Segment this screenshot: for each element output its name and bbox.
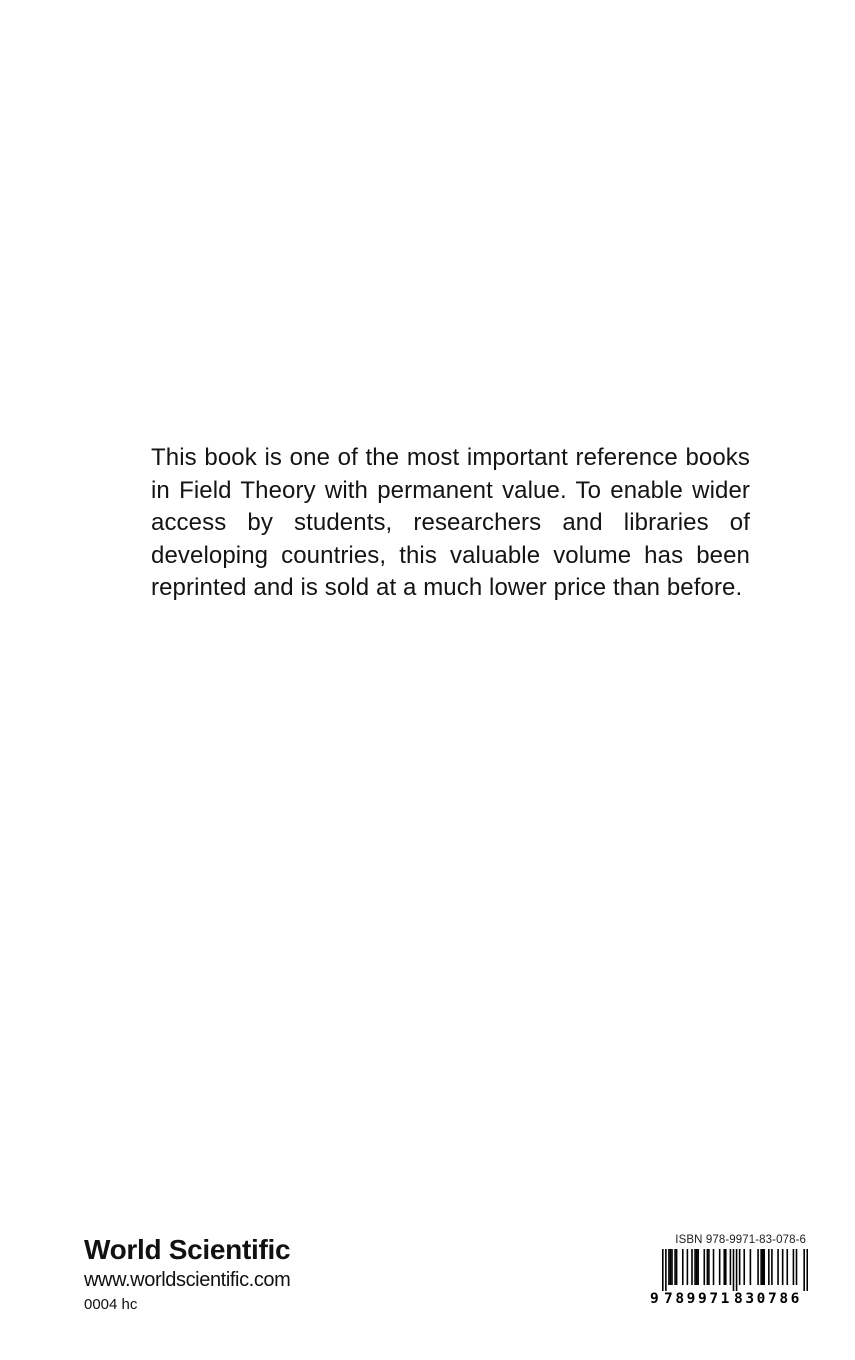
barcode-bar [743,1249,745,1285]
barcode-bar [725,1249,727,1285]
barcode-bar [703,1249,705,1285]
barcode-bar [736,1249,738,1291]
barcode-digits [650,1291,808,1307]
barcode-bar [696,1249,698,1285]
barcode-bar [723,1249,725,1285]
barcode-bar [662,1249,664,1291]
barcode-first-digit: 9 [650,1291,659,1307]
barcode-bar [708,1249,710,1285]
isbn-barcode-block [650,1233,808,1307]
barcode-bar [760,1249,762,1285]
publisher-url: www.worldscientific.com [84,1269,291,1291]
barcode-bar [803,1249,805,1291]
barcode-bar [763,1249,765,1285]
publisher-block [84,1233,290,1316]
barcode-bar [796,1249,798,1285]
barcode-bar [768,1249,770,1285]
barcode-bar [687,1249,689,1285]
barcode-bar [771,1249,773,1285]
barcode-bar [694,1249,696,1285]
barcode-bar [762,1249,764,1285]
barcode-bar [691,1249,693,1285]
barcode-bar [750,1249,752,1285]
barcode-right-group: 830786 [734,1291,802,1307]
barcode-bar [777,1249,779,1285]
barcode-bar [674,1249,676,1285]
isbn-label: ISBN 978-9971-83-078-6 [675,1234,806,1246]
barcode-bar [786,1249,788,1285]
barcode-bar [671,1249,673,1285]
barcode-left-group: 789971 [664,1291,732,1307]
barcode-bar [707,1249,709,1285]
cover-blurb: This book is one of the most important reference books in Field Theory with permanent value. To enable wider access by students, researchers and libraries of developing countries, this valuable volume has been reprinted and is sold at a much lower price than before. [151,444,750,601]
barcode-bar [668,1249,670,1285]
barcode-image [650,1249,808,1291]
barcode-bar [806,1249,808,1291]
barcode-bar [757,1249,759,1285]
barcode-bar [782,1249,784,1285]
barcode-bar [730,1249,732,1285]
barcode-bar [713,1249,715,1285]
barcode-bar [733,1249,735,1291]
barcode-bar [676,1249,678,1285]
barcode-bar [670,1249,672,1285]
barcode-bar [793,1249,795,1285]
publisher-name: World Scientific [84,1234,291,1265]
barcode-bar [682,1249,684,1285]
barcode-bar [665,1249,667,1291]
barcode-bar [739,1249,741,1285]
product-code: 0004 hc [84,1296,138,1313]
barcode-bar [719,1249,721,1285]
barcode-bar [697,1249,699,1285]
